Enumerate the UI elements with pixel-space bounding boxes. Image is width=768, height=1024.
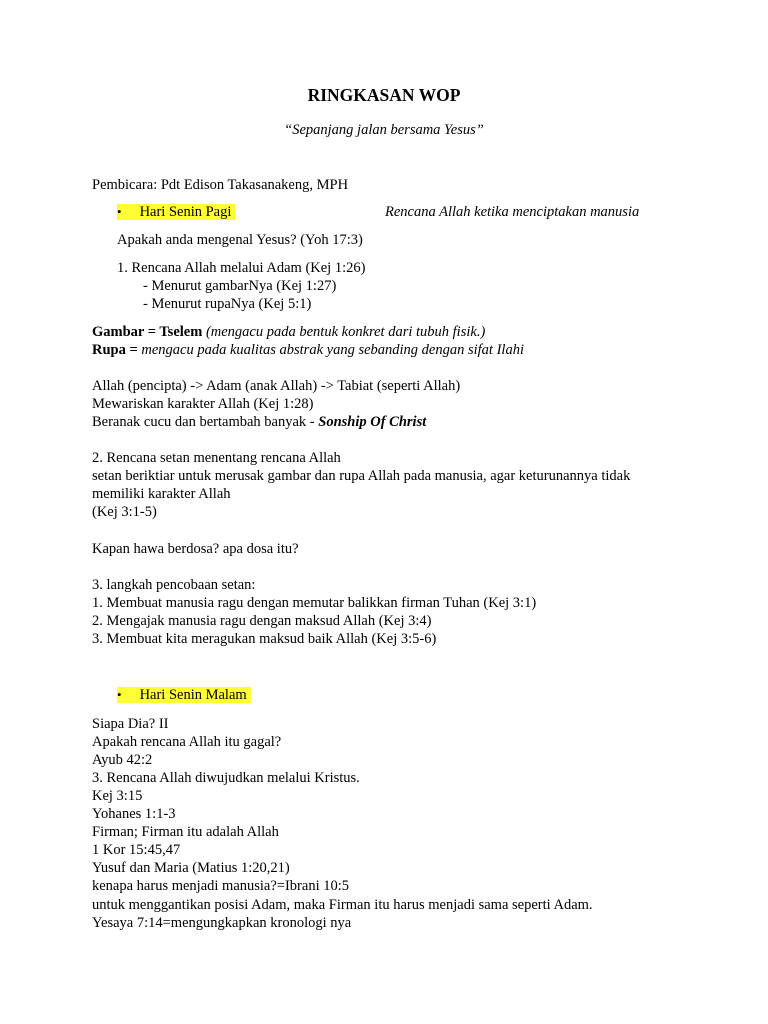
multiply-text: Beranak cucu dan bertambah banyak - [92,414,319,430]
section2-line: 1 Kor 15:45,47 [92,842,181,858]
section1-theme: Rencana Allah ketika menciptakan manusia [385,204,640,220]
section1-sub2: - Menurut rupaNya (Kej 5:1) [143,296,312,312]
section2-line: Firman; Firman itu adalah Allah [92,824,279,840]
section2-line: Yusuf dan Maria (Matius 1:20,21) [92,860,290,876]
section2-line: 3. Rencana Allah diwujudkan melalui Kristus. [92,770,360,786]
step-2: 2. Mengajak manusia ragu dengan maksud Allah (Kej 3:4) [92,613,432,629]
section2-bullet-item [117,686,251,704]
document-subtitle: “Sepanjang jalan bersama Yesus” [284,122,484,138]
inherit-line: Mewariskan karakter Allah (Kej 1:28) [92,396,314,412]
satan-line-1: setan beriktiar untuk merusak gambar dan rupa Allah pada manusia, agar keturunannya tidak [92,468,631,484]
section1-bullet-item [117,203,235,221]
document-title: RINGKASAN WOP [307,85,461,105]
rupa-meaning: mengacu pada kualitas abstrak yang sebanding dengan sifat Ilahi [141,342,524,358]
section2-line: untuk menggantikan posisi Adam, maka Firman itu harus menjadi sama seperti Adam. [92,897,593,913]
satan-line-3: (Kej 3:1-5) [92,504,157,520]
section2-line: kenapa harus menjadi manusia?=Ibrani 10:5 [92,878,350,894]
section1-item2: 2. Rencana setan menentang rencana Allah [92,450,341,466]
steps-title: 3. langkah pencobaan setan: [92,577,256,593]
section1-heading: Hari Senin Pagi [139,204,232,220]
gambar-definition [92,323,485,341]
section2-line: Yohanes 1:1-3 [92,806,176,822]
rupa-definition [92,341,524,359]
section1-question: Apakah anda mengenal Yesus? (Yoh 17:3) [117,232,363,248]
bullet-icon: • [117,687,122,702]
gambar-meaning: (mengacu pada bentuk konkret dari tubuh fisik.) [202,324,486,340]
rupa-term: Rupa = [92,342,142,358]
section2-heading: Hari Senin Malam [139,687,247,703]
section2-line: Kej 3:15 [92,788,143,804]
section1-sub1: - Menurut gambarNya (Kej 1:27) [143,278,337,294]
satan-line-2: memiliki karakter Allah [92,486,231,502]
section2-line: Ayub 42:2 [92,752,153,768]
section1-question2: Kapan hawa berdosa? apa dosa itu? [92,541,299,557]
speaker-line: Pembicara: Pdt Edison Takasanakeng, MPH [92,177,349,193]
bullet-icon: • [117,204,122,219]
sonship-text: Sonship Of Christ [318,414,427,430]
step-3: 3. Membuat kita meragukan maksud baik Allah (Kej 3:5-6) [92,631,437,647]
section1-item1: 1. Rencana Allah melalui Adam (Kej 1:26) [117,260,366,276]
section1-heading-highlight [117,204,235,220]
multiply-line [92,413,426,431]
section2-line: Yesaya 7:14=mengungkapkan kronologi nya [92,915,352,931]
step-1: 1. Membuat manusia ragu dengan memutar balikkan firman Tuhan (Kej 3:1) [92,595,537,611]
section2-heading-highlight [117,687,251,703]
gambar-term: Gambar = Tselem [92,324,203,340]
chain-line: Allah (pencipta) -> Adam (anak Allah) -> Tabiat (seperti Allah) [92,378,461,394]
section2-line: Siapa Dia? II [92,716,169,732]
section2-line: Apakah rencana Allah itu gagal? [92,734,282,750]
